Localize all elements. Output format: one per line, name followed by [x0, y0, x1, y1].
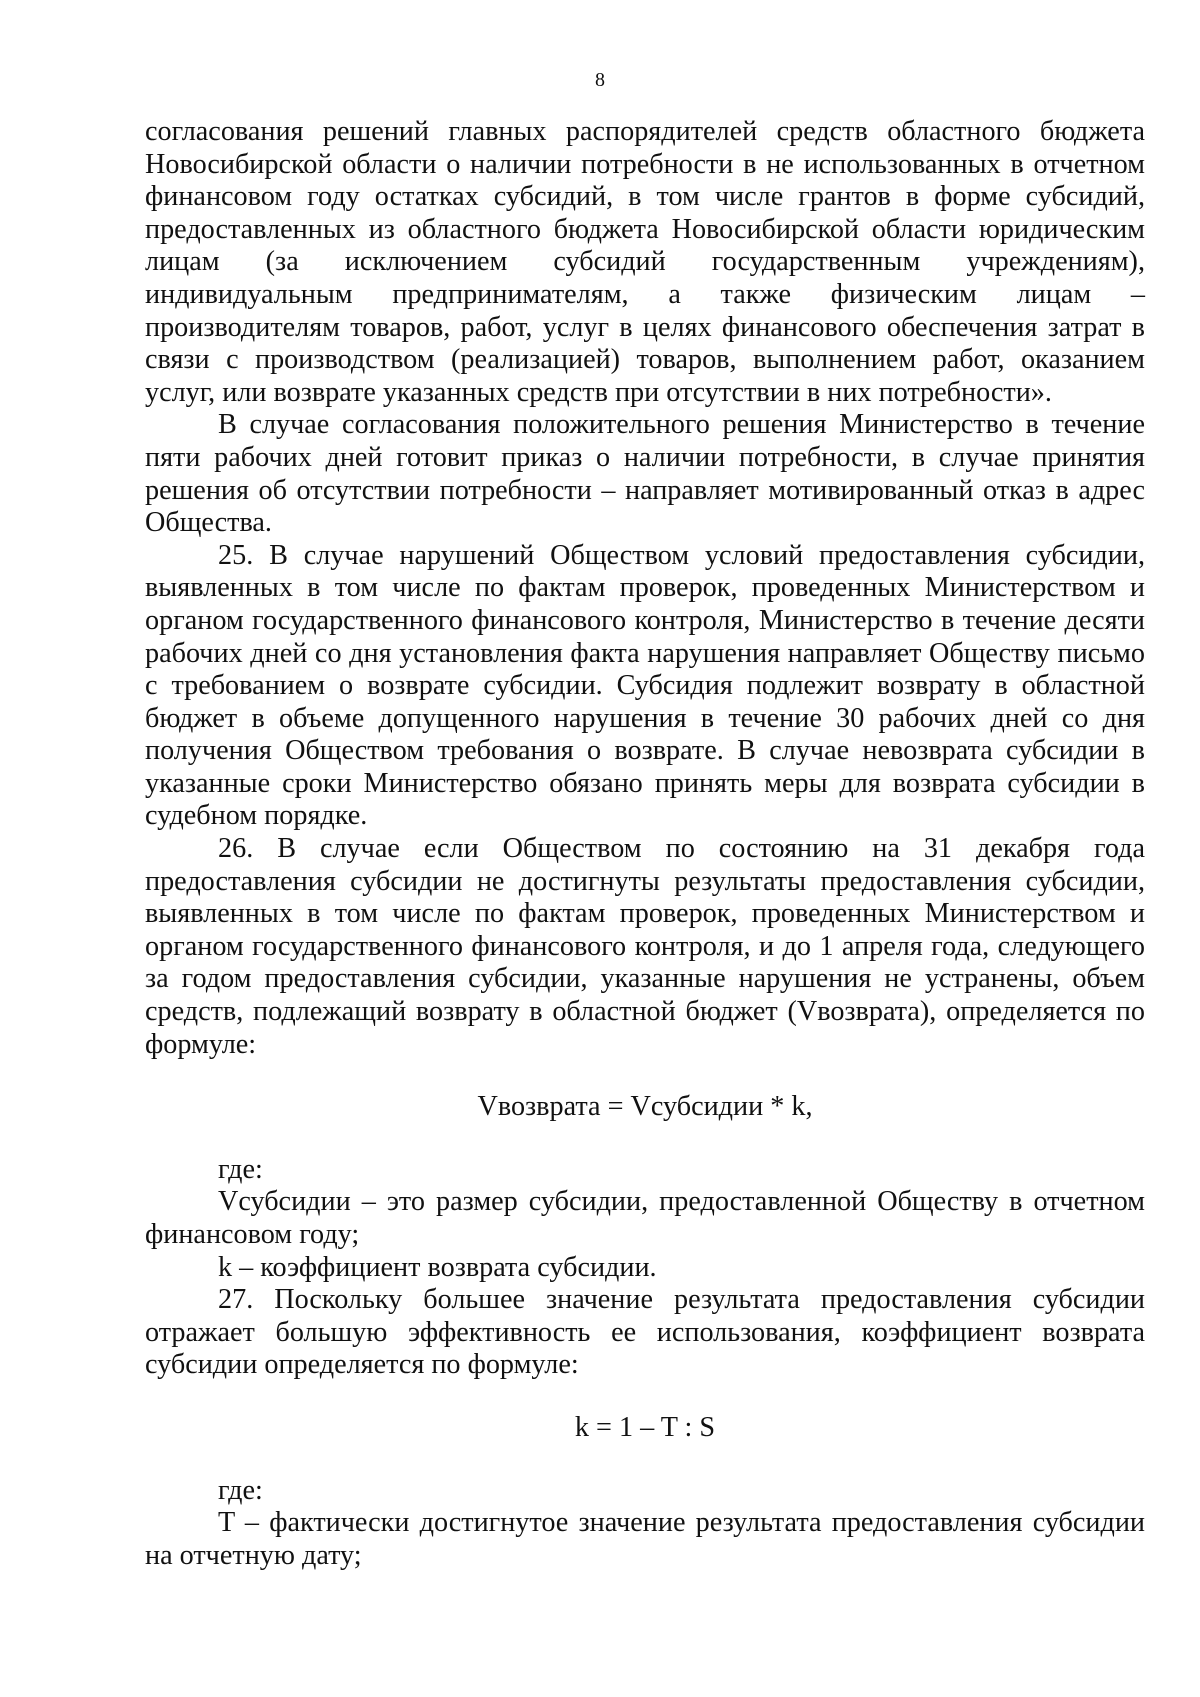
where-label-2: где: [218, 1474, 263, 1506]
paragraph-approval-decision: В случае согласования положительного решения Министерство в течение пяти рабочих дней готовит приказ о наличии потребности, в случае принятия решения об отсутствии потребности – направляет мотивированный отказ в адрес Общества. [145, 409, 1145, 539]
formula-coefficient: k = 1 – T : S [574, 1411, 716, 1443]
definition-k: k – коэффициент возврата субсидии. [218, 1251, 657, 1283]
formula-return-volume: Vвозврата = Vсубсидии * k, [477, 1091, 813, 1123]
paragraph-26: 26. В случае если Обществом по состоянию на 31 декабря года предоставления субсидии не достигнуты результаты предоставления субсидии, выявленных в том числе по фактам проверок, проведенных Министерством и органом государственного финансового контроля, и до 1 апреля года, следующего за годом предоставления субсидии, указанные нарушения не устранены, объем средств, подлежащий возврату в областной бюджет (Vвозврата), определяется по формуле: [145, 833, 1145, 1060]
paragraph-27: 27. Поскольку большее значение результата предоставления субсидии отражает большую эффективность ее использования, коэффициент возврата субсидии определяется по формуле: [145, 1284, 1145, 1381]
where-label-1: где: [218, 1153, 263, 1185]
definition-t: T – фактически достигнутое значение результата предоставления субсидии на отчетную дату; [145, 1507, 1145, 1571]
page-number: 8 [595, 69, 605, 91]
paragraph-25: 25. В случае нарушений Обществом условий предоставления субсидии, выявленных в том числе по фактам проверок, проведенных Министерством и органом государственного финансового контроля, Министерство в течение десяти рабочих дней со дня установления факта нарушения направляет Обществу письмо с требованием о возврате субсидии. Субсидия подлежит возврату в областной бюджет в объеме допущенного нарушения в течение 30 рабочих дней со дня получения Обществом требования о возврате. В случае невозврата субсидии в указанные сроки Министерство обязано принять меры для возврата субсидии в судебном порядке. [145, 539, 1145, 832]
definition-v-subsidy: Vсубсидии – это размер субсидии, предоставленной Обществу в отчетном финансовом году; [145, 1186, 1145, 1250]
paragraph-continuation: согласования решений главных распорядителей средств областного бюджета Новосибирской области о наличии потребности в не использованных в отчетном финансовом году остатках субсидий, в том числе грантов в форме субсидий, предоставленных из областного бюджета Новосибирской области юридическим лицам (за исключением субсидий государственным учреждениям), индивидуальным предпринимателям, а также физическим лицам – производителям товаров, работ, услуг в целях финансового обеспечения затрат в связи с производством (реализацией) товаров, выполнением работ, оказанием услуг, или возврате указанных средств при отсутствии в них потребности». [145, 116, 1145, 408]
document-body [145, 116, 1145, 1572]
